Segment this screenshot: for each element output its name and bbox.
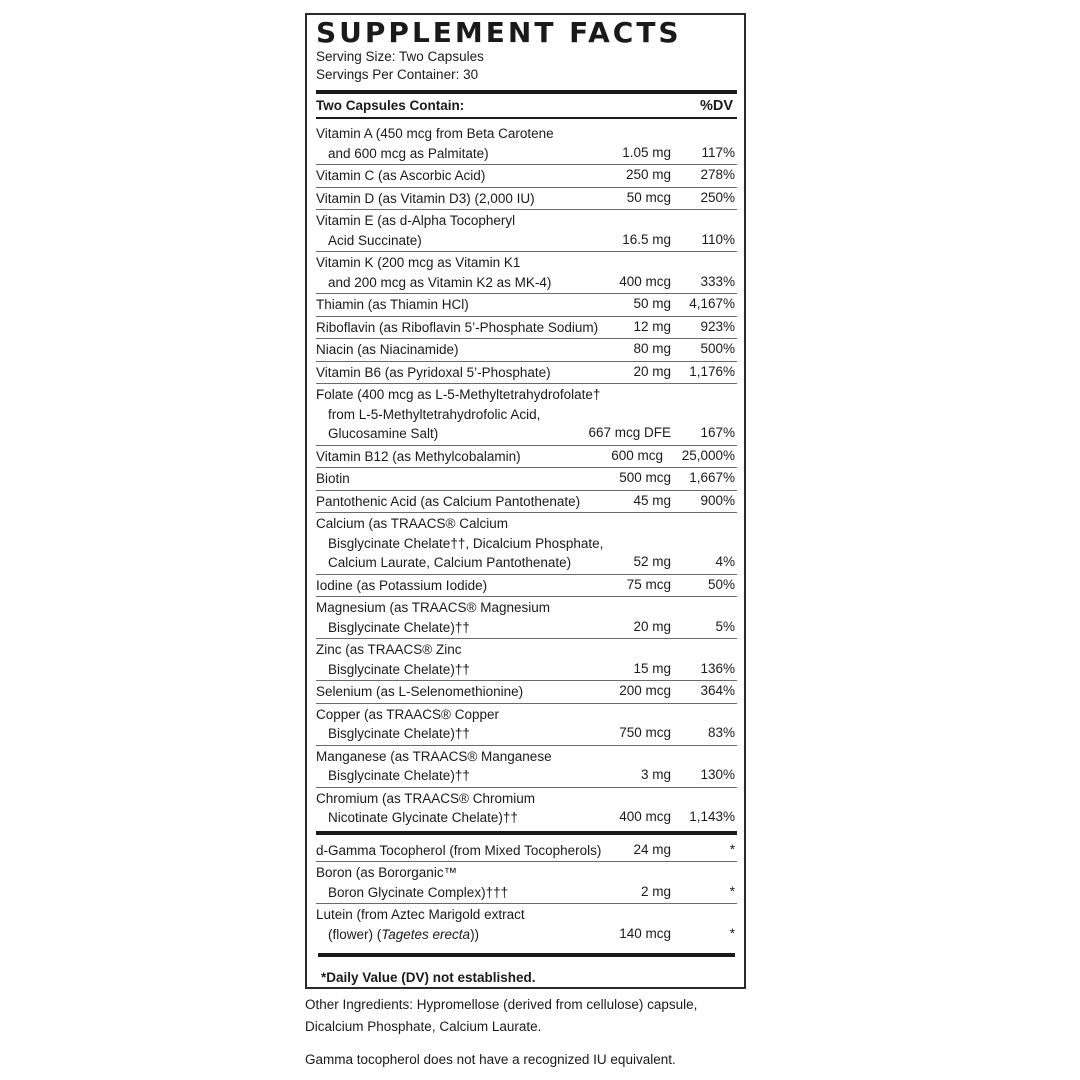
servings-per-container: Servings Per Container: 30 [316,67,479,82]
nutrient-dv: 4% [715,554,735,569]
nutrient-amount: 2 mg [640,883,671,899]
nutrient-dv: 50% [707,576,735,592]
nutrient-amount: 16.5 mg [622,231,671,247]
nutrient-name-line: Boron Glycinate Complex)††† [328,884,509,900]
nutrient-name-line: Vitamin K (200 mcg as Vitamin K1 [316,255,521,270]
panel-title: SUPPLEMENT FACTS [316,16,682,49]
nutrient-name-line: Glucosamine Salt) [328,426,439,441]
nutrient-dv: 900% [700,492,735,508]
nutrient-amount: 15 mg [633,660,671,676]
bottom-divider [318,953,735,957]
nutrient-row [316,119,737,165]
nutrient-amount: 750 mcg [619,725,671,740]
nutrient-name-line: Chromium (as TRAACS® Chromium [316,790,535,806]
nutrient-dv: 1,667% [689,470,735,485]
other-nutrient-row [316,862,737,904]
nutrient-name-line: Thiamin (as Thiamin HCl) [316,297,469,312]
nutrient-name-line: Bisglycinate Chelate)†† [328,726,470,741]
nutrient-amount: 1.05 mg [622,144,671,160]
nutrient-amount: 140 mcg [619,925,671,941]
nutrient-dv: 130% [700,767,735,782]
nutrient-row [316,294,737,317]
nutrient-dv: 25,000% [681,447,735,463]
nutrient-dv: 1,176% [689,363,735,379]
nutrient-row [316,165,737,188]
nutrient-dv: 364% [700,683,735,698]
lutein-text: (flower) ( [328,926,382,942]
nutrient-row [316,339,737,362]
nutrient-name-line: Vitamin B6 (as Pyridoxal 5’-Phosphate) [316,364,551,380]
nutrient-row [316,681,737,704]
header-dv: %DV [699,98,733,114]
nutrient-row [316,639,737,681]
nutrient-name-line: Calcium Laurate, Calcium Pantothenate) [328,555,572,570]
nutrient-name-line: Boron (as Bororganic™ [316,865,458,880]
nutrient-amount: 80 mg [633,341,671,356]
nutrient-name-line: Lutein (from Aztec Marigold extract [316,907,525,922]
nutrient-name-line: Vitamin A (450 mcg from Beta Carotene [316,126,554,141]
other-ingredients-line-2: Dicalcium Phosphate, Calcium Laurate. [305,1019,542,1034]
nutrient-amount: 250 mg [625,167,671,182]
nutrient-name-line: from L-5-Methyltetrahydrofolic Acid, [328,406,541,422]
header-label: Two Capsules Contain: [316,98,465,113]
nutrient-amount: 3 mg [640,767,671,782]
nutrient-row [316,446,737,469]
nutrient-amount: 200 mcg [619,683,671,698]
nutrient-row [316,362,737,385]
nutrient-name-line: Folate (400 mcg as L-5-Methyltetrahydrofolate† [316,387,601,402]
nutrient-row [316,384,737,446]
nutrient-name-line: Vitamin B12 (as Methylcobalamin) [316,448,521,464]
nutrient-dv: 4,167% [689,296,735,311]
nutrient-name-line: Niacin (as Niacinamide) [316,342,459,357]
nutrient-amount: 52 mg [633,554,671,569]
dv-footnote: *Daily Value (DV) not established. [321,970,536,985]
nutrient-amount: 50 mg [633,296,671,311]
nutrient-name-line: Acid Succinate) [328,232,422,248]
table-header [316,94,737,119]
nutrient-row [316,252,737,294]
nutrient-name-line: and 200 mcg as Vitamin K2 as MK-4) [328,274,552,290]
nutrient-row [316,188,737,211]
nutrient-name-line [316,925,737,945]
nutrient-name-line: and 600 mcg as Palmitate) [328,145,489,161]
serving-size: Serving Size: Two Capsules [316,49,484,64]
nutrient-name-line: Iodine (as Potassium Iodide) [316,577,488,593]
lutein-species: Tagetes erecta [381,926,471,942]
nutrient-dv: 278% [700,167,735,182]
nutrient-dv: 110% [701,231,735,247]
nutrient-row [316,491,737,514]
nutrient-amount: 600 mcg [611,447,663,463]
nutrient-dv: 500% [700,341,735,356]
gamma-note: Gamma tocopherol does not have a recognized IU equivalent. [305,1052,676,1067]
nutrient-dv: 167% [700,425,735,440]
nutrient-dv: 136% [700,660,735,676]
nutrient-name-line: Nicotinate Glycinate Chelate)†† [328,810,518,825]
nutrient-dv: 250% [700,189,735,205]
nutrient-name-line: Bisglycinate Chelate)†† [328,619,470,635]
nutrient-name-line: d-Gamma Tocopherol (from Mixed Tocopherols) [316,842,602,858]
nutrient-name-line: Vitamin C (as Ascorbic Acid) [316,168,486,183]
nutrient-name-line: Magnesium (as TRAACS® Magnesium [316,600,551,615]
nutrient-amount: 400 mcg [619,273,671,289]
nutrient-row [316,597,737,639]
nutrient-name-line: Copper (as TRAACS® Copper [316,706,500,722]
nutrient-dv: 923% [700,318,735,334]
lutein-text-end: )) [470,926,480,942]
nutrient-name-line: Bisglycinate Chelate)†† [328,661,470,677]
nutrient-row [316,210,737,252]
nutrient-dv: 117% [701,144,735,160]
other-nutrient-row [316,835,737,863]
supplement-facts-panel [305,13,746,989]
nutrient-row [316,513,737,575]
nutrient-name-line: Bisglycinate Chelate)†† [328,768,470,783]
nutrient-dv: * [729,841,735,857]
nutrient-dv: 1,143% [689,809,735,824]
nutrient-dv: * [729,883,735,899]
nutrient-name-line: Manganese (as TRAACS® Manganese [316,748,552,764]
other-nutrient-row [316,904,737,945]
nutrient-row [316,468,737,491]
nutrient-dv: 83% [707,725,735,740]
nutrient-list [316,119,737,829]
nutrient-dv: 333% [700,273,735,289]
nutrient-row [316,704,737,746]
nutrient-amount: 20 mg [633,363,671,379]
nutrient-dv: * [729,925,735,941]
other-ingredients-line-1: Other Ingredients: Hypromellose (derived from cellulose) capsule, [305,997,698,1012]
nutrient-amount: 400 mcg [619,809,671,824]
other-nutrient-list [316,835,737,946]
nutrient-amount: 50 mcg [626,189,671,205]
nutrient-amount: 500 mcg [619,470,671,485]
nutrient-name-line: Zinc (as TRAACS® Zinc [316,642,462,657]
nutrient-name-line: Biotin [316,471,350,486]
nutrient-row [316,575,737,598]
nutrient-name-line: Vitamin E (as d-Alpha Tocopheryl [316,213,516,228]
nutrient-name-line: Calcium (as TRAACS® Calcium [316,516,508,531]
nutrient-amount: 12 mg [633,318,671,334]
nutrient-name-line: Bisglycinate Chelate††, Dicalcium Phosphate, [328,535,604,551]
nutrient-name-line: Pantothenic Acid (as Calcium Pantothenate) [316,493,581,509]
nutrient-name-line: Selenium (as L-Selenomethionine) [316,684,524,699]
nutrient-amount: 75 mcg [626,576,671,592]
nutrient-row [316,788,737,829]
nutrient-row [316,746,737,788]
nutrient-name-line: Vitamin D (as Vitamin D3) (2,000 IU) [316,190,535,206]
nutrient-dv: 5% [715,618,735,634]
other-ingredients [305,994,755,1038]
nutrient-amount: 20 mg [633,618,671,634]
nutrient-amount: 45 mg [633,492,671,508]
nutrient-name-line: Riboflavin (as Riboflavin 5’-Phosphate Sodium) [316,319,599,335]
nutrient-row [316,317,737,340]
nutrient-amount: 667 mcg DFE [588,425,671,440]
nutrient-amount: 24 mg [633,841,671,857]
